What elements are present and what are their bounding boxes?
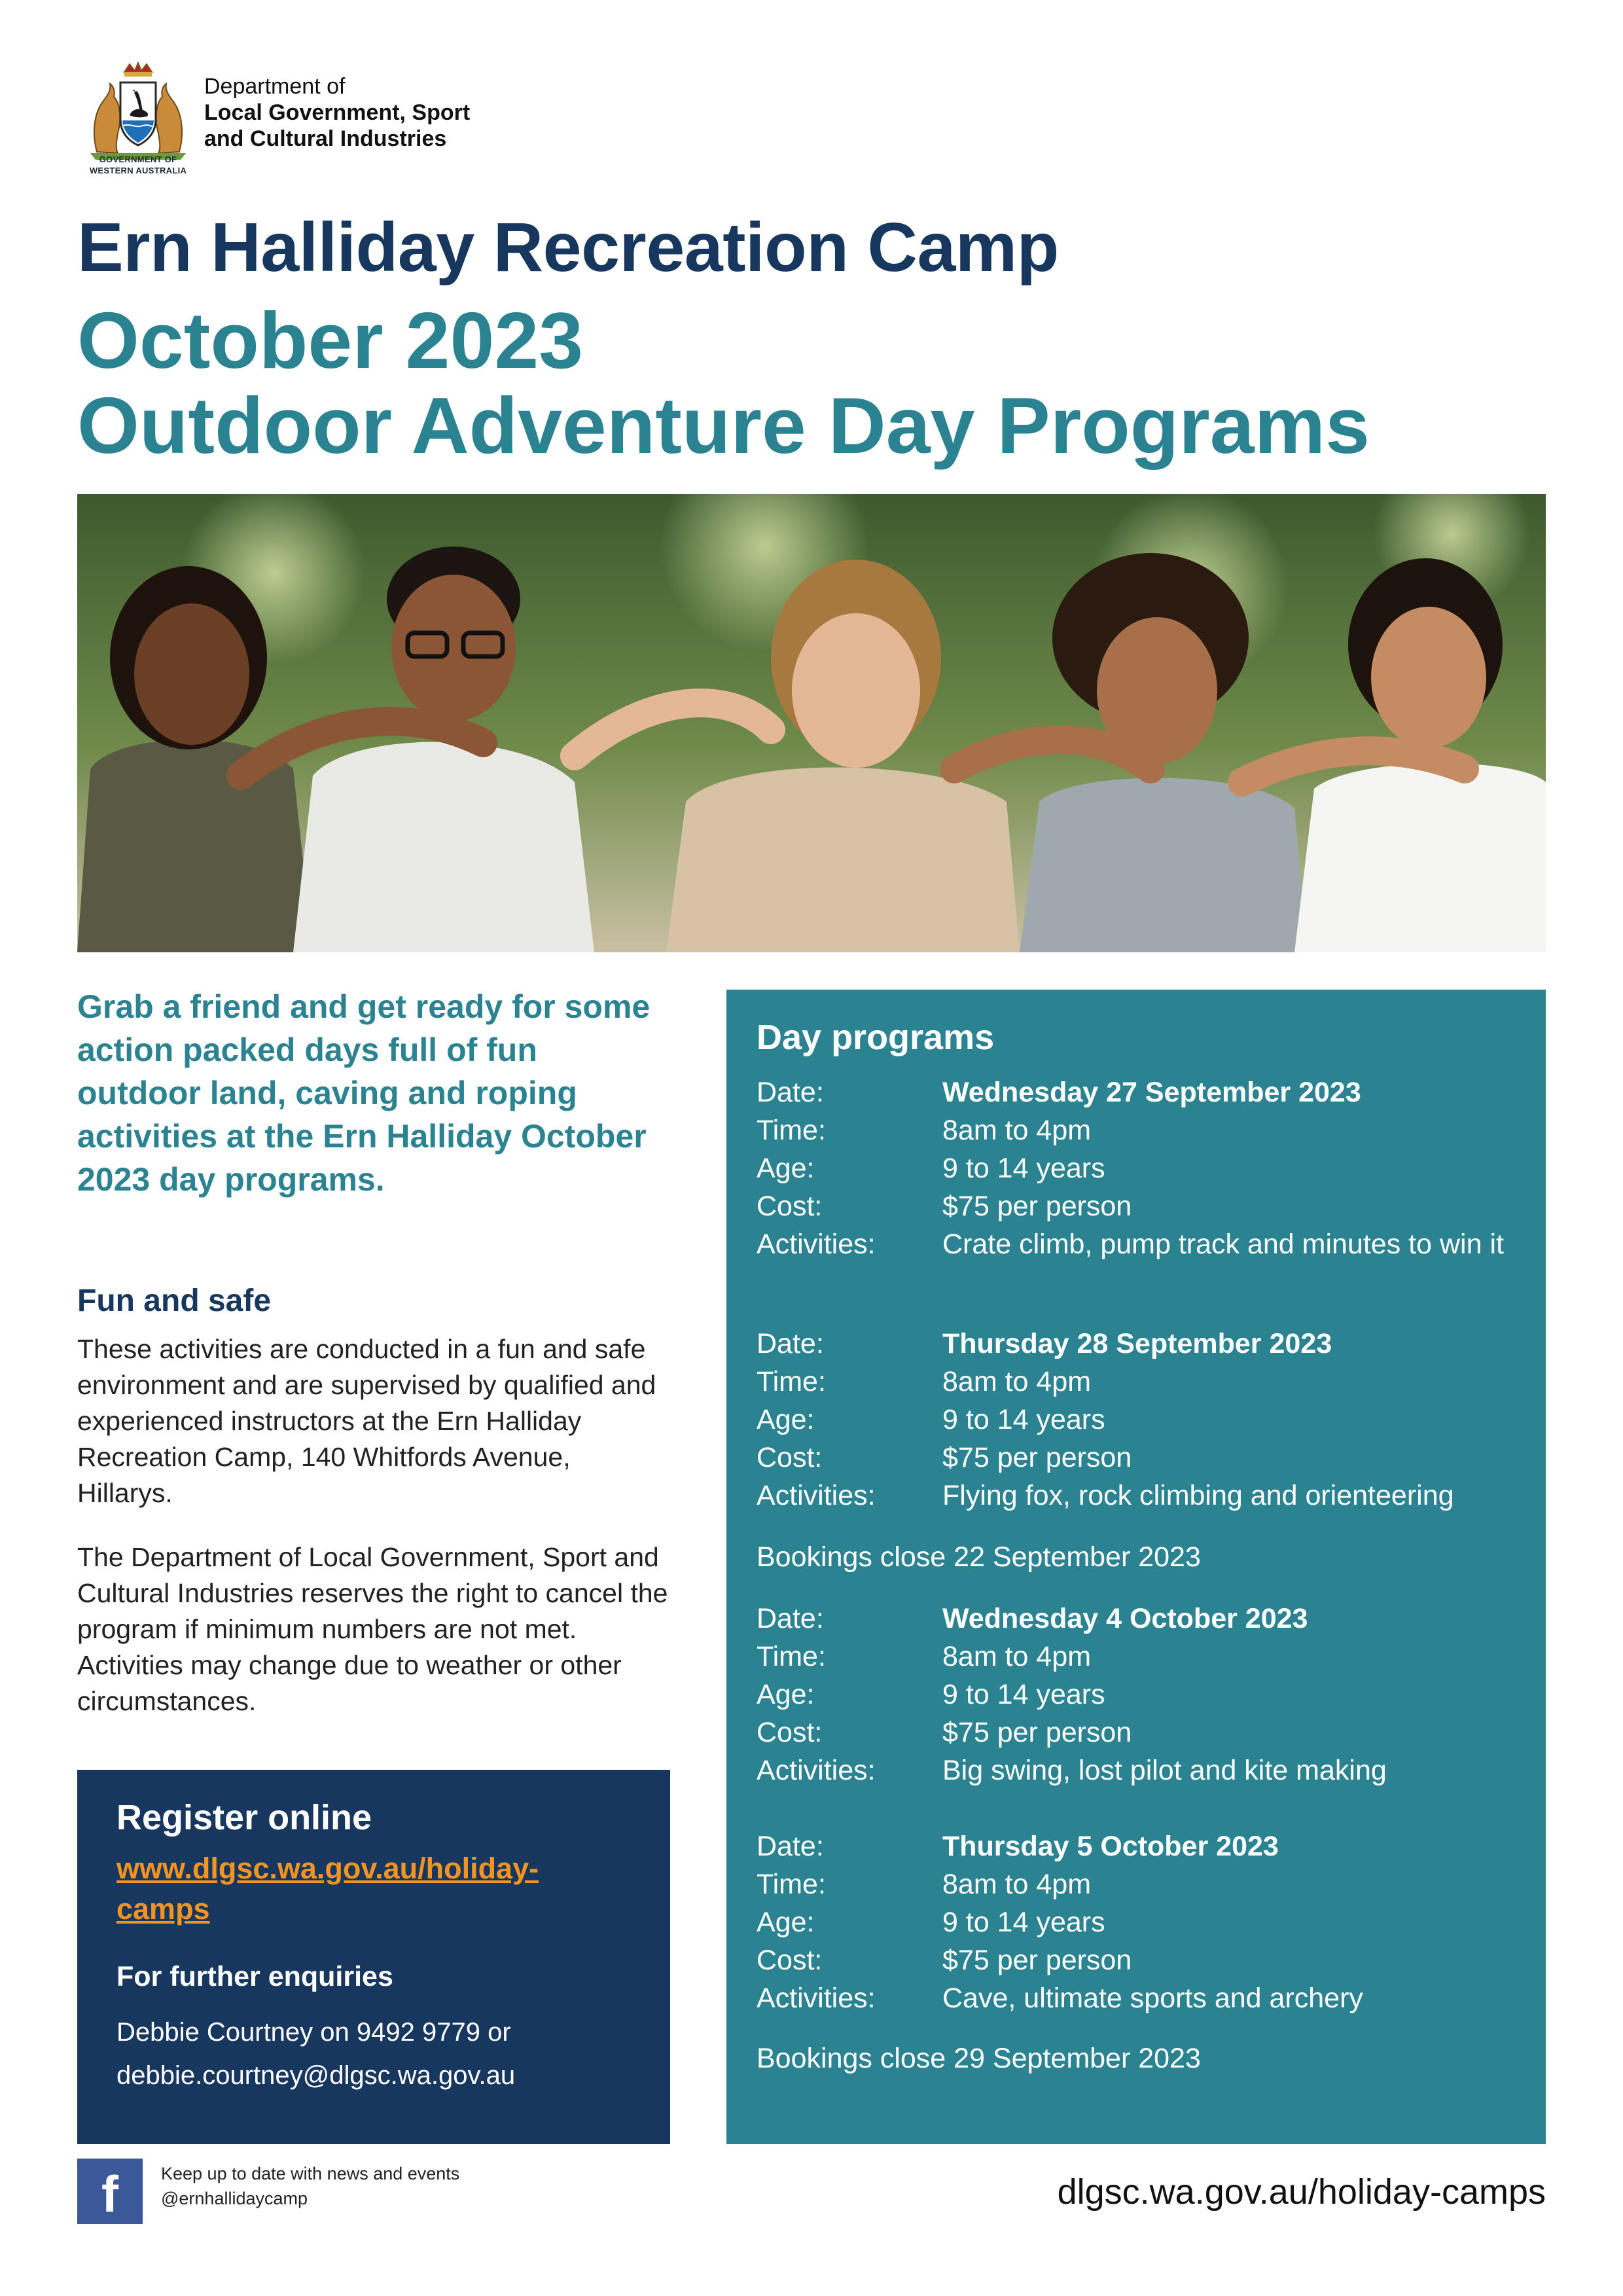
social-line1: Keep up to date with news and events bbox=[161, 2164, 460, 2183]
time-label: Time: bbox=[757, 1641, 826, 1672]
camp-title: Ern Halliday Recreation Camp bbox=[77, 209, 1059, 286]
cost-label: Cost: bbox=[757, 1717, 823, 1748]
department-line2: Local Government, Sport bbox=[204, 100, 471, 125]
program-activities: Big swing, lost pilot and kite making bbox=[942, 1755, 1387, 1786]
program-cost: $75 per person bbox=[942, 1442, 1132, 1473]
date-label: Date: bbox=[757, 1603, 824, 1634]
further-enquiries-heading: For further enquiries bbox=[116, 1961, 393, 1992]
register-online-heading: Register online bbox=[116, 1798, 372, 1837]
date-label: Date: bbox=[757, 1831, 824, 1862]
program-date: Thursday 28 September 2023 bbox=[942, 1328, 1332, 1359]
enquiries-email[interactable]: debbie.courtney@dlgsc.wa.gov.au bbox=[116, 2061, 516, 2090]
department-line1: Department of bbox=[204, 74, 346, 99]
time-label: Time: bbox=[757, 1115, 826, 1146]
fun-and-safe-paragraph-1: These activities are conducted in a fun and safe environment and are supervised by qualified and experienced instructors at the Ern Halliday Recreation Camp, 140 Whitfords Avenue, Hillarys. bbox=[77, 1334, 656, 1508]
age-label: Age: bbox=[757, 1404, 815, 1435]
activities-label: Activities: bbox=[757, 1982, 876, 2014]
cost-label: Cost: bbox=[757, 1442, 823, 1473]
program-cost: $75 per person bbox=[942, 1945, 1132, 1976]
enquiries-line1: Debbie Courtney on 9492 9779 or bbox=[116, 2018, 511, 2047]
crest-caption-line2: WESTERN AUSTRALIA bbox=[89, 166, 187, 175]
cost-label: Cost: bbox=[757, 1945, 823, 1976]
day-programs-heading: Day programs bbox=[757, 1018, 995, 1057]
age-label: Age: bbox=[757, 1907, 815, 1938]
program-age: 9 to 14 years bbox=[942, 1679, 1105, 1710]
social-handle[interactable]: @ernhallidaycamp bbox=[161, 2189, 308, 2208]
program-time: 8am to 4pm bbox=[942, 1366, 1092, 1397]
department-name bbox=[204, 73, 470, 152]
site-url[interactable]: dlgsc.wa.gov.au/holiday-camps bbox=[1057, 2172, 1546, 2212]
day-programs-box bbox=[726, 990, 1546, 2144]
facebook-icon[interactable] bbox=[77, 2159, 143, 2224]
enquiries-contact bbox=[116, 2011, 640, 2097]
fun-and-safe-paragraph-2: The Department of Local Government, Sport and Cultural Industries reserves the right to cancel the program if minimum numbers are not met. Activities may change due to weather or other circumstances. bbox=[77, 1542, 668, 1716]
wa-government-crest-icon bbox=[77, 60, 199, 165]
program-date: Wednesday 27 September 2023 bbox=[942, 1077, 1361, 1108]
fun-and-safe-heading: Fun and safe bbox=[77, 1283, 272, 1318]
program-time: 8am to 4pm bbox=[942, 1115, 1092, 1146]
department-line3: and Cultural Industries bbox=[204, 126, 447, 151]
program-activities: Cave, ultimate sports and archery bbox=[942, 1982, 1363, 2014]
time-label: Time: bbox=[757, 1869, 826, 1900]
program-cost: $75 per person bbox=[942, 1717, 1132, 1748]
cost-label: Cost: bbox=[757, 1191, 823, 1222]
program-activities: Flying fox, rock climbing and orienteering bbox=[942, 1480, 1454, 1511]
facebook-glyph: f bbox=[101, 2165, 118, 2223]
date-label: Date: bbox=[757, 1328, 824, 1359]
program-age: 9 to 14 years bbox=[942, 1907, 1105, 1938]
bookings-close-2: Bookings close 29 September 2023 bbox=[757, 2043, 1201, 2074]
activities-label: Activities: bbox=[757, 1755, 876, 1786]
program-age: 9 to 14 years bbox=[942, 1404, 1105, 1435]
time-label: Time: bbox=[757, 1366, 826, 1397]
program-age: 9 to 14 years bbox=[942, 1153, 1105, 1184]
activities-label: Activities: bbox=[757, 1480, 876, 1511]
program-time: 8am to 4pm bbox=[942, 1641, 1092, 1672]
program-date: Thursday 5 October 2023 bbox=[942, 1831, 1279, 1862]
age-label: Age: bbox=[757, 1679, 815, 1710]
date-label: Date: bbox=[757, 1077, 824, 1108]
register-box bbox=[77, 1770, 670, 2144]
crest-caption-line1: GOVERNMENT OF bbox=[99, 154, 177, 164]
month-title: October 2023 bbox=[77, 296, 584, 385]
register-link[interactable]: www.dlgsc.wa.gov.au/holiday-camps bbox=[116, 1852, 539, 1926]
program-cost: $75 per person bbox=[942, 1191, 1132, 1222]
program-time: 8am to 4pm bbox=[942, 1869, 1092, 1900]
intro-text: Grab a friend and get ready for some action packed days full of fun outdoor land, caving and roping activities at the Ern Halliday October 2023 day programs. bbox=[77, 988, 651, 1198]
program-date: Wednesday 4 October 2023 bbox=[942, 1603, 1308, 1634]
hero-photo-children bbox=[77, 494, 1546, 952]
age-label: Age: bbox=[757, 1153, 815, 1184]
bookings-close-1: Bookings close 22 September 2023 bbox=[757, 1541, 1201, 1573]
activities-label: Activities: bbox=[757, 1229, 876, 1260]
social-text bbox=[161, 2161, 459, 2211]
program-activities: Crate climb, pump track and minutes to win it bbox=[942, 1229, 1504, 1260]
programs-title: Outdoor Adventure Day Programs bbox=[77, 381, 1370, 470]
